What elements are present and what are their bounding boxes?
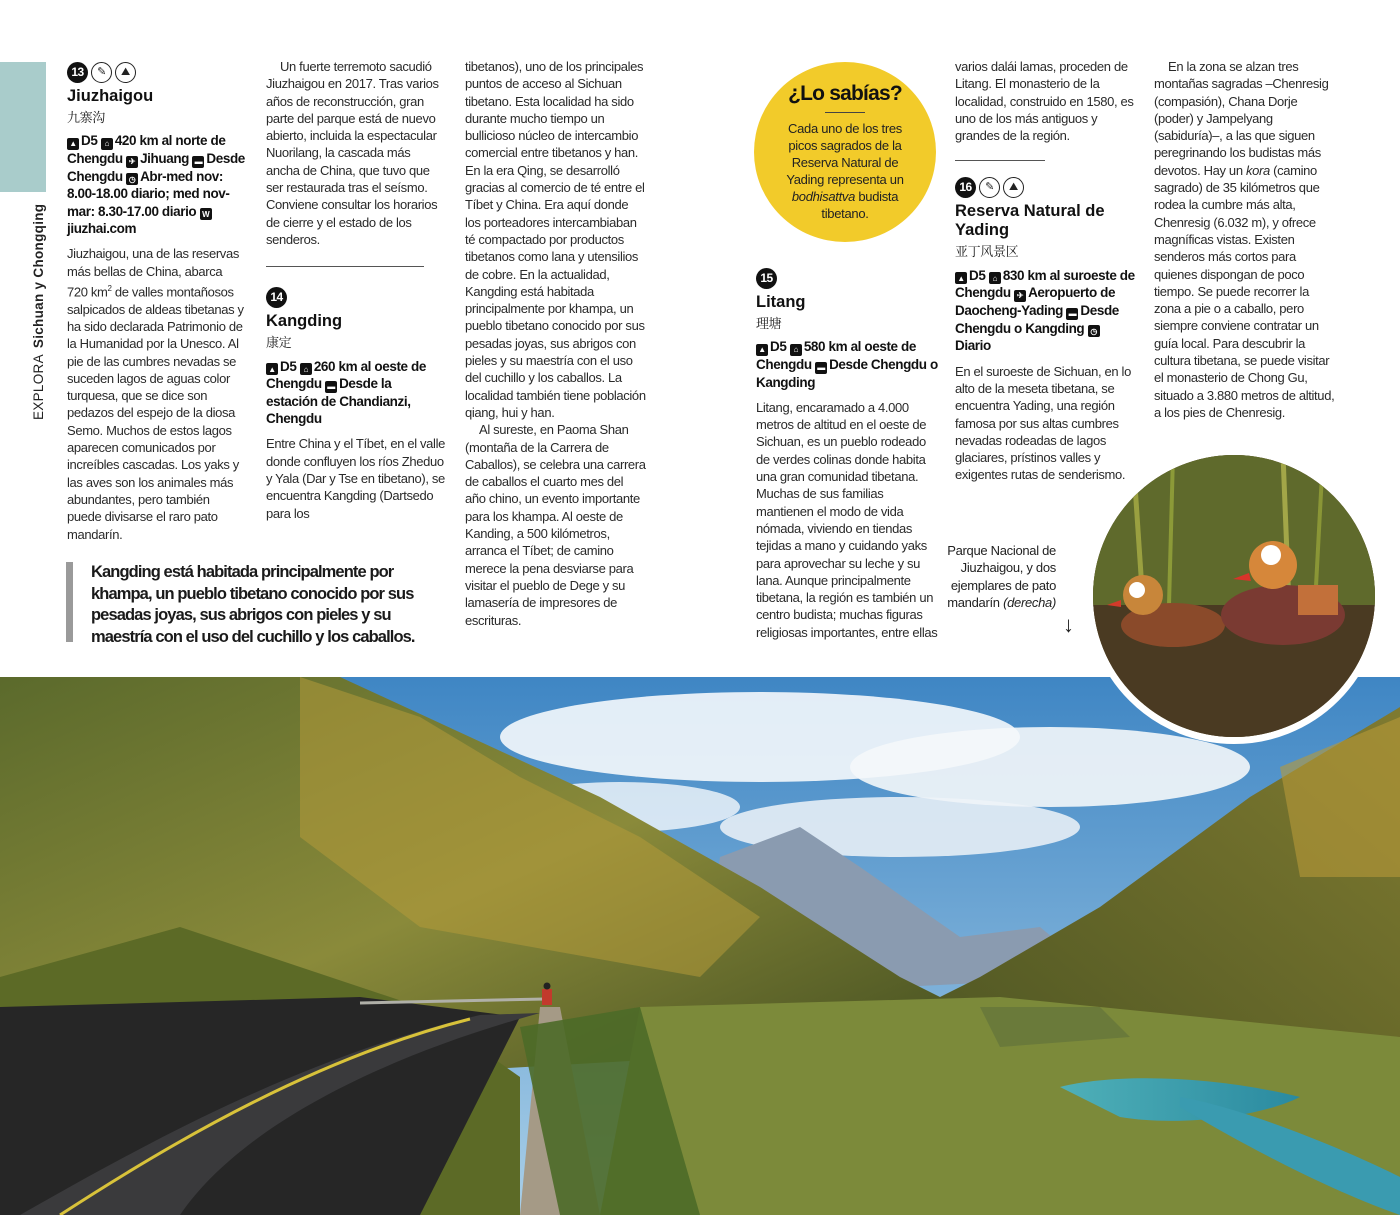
practical-info: ▲ D5 ⌂ 420 km al norte de Chengdu ✈ Jihuang ▬ Desde Chengdu ◷ Abr-med nov: 8.00-18.00 diario; med nov-mar: 8.30-17.00 diario Wjiuzhai.com: [67, 133, 245, 237]
camera-icon: ✎: [979, 177, 1000, 198]
entry-icons: [955, 177, 1135, 198]
practical-info: ▲ D5 ⌂ 580 km al oeste de Chengdu ▬ Desde Chengdu o Kangding: [756, 339, 938, 390]
web-icon: W: [200, 208, 212, 220]
section-label: [31, 204, 46, 420]
hiking-icon: ⛰: [115, 62, 136, 83]
entry-number: 16: [955, 177, 976, 198]
column-yading: [955, 58, 1135, 484]
entry-icons: [756, 268, 938, 289]
jiuzhaigou-valley-illustration: [0, 677, 1400, 1215]
entry-body: Entre China y el Tíbet, en el valle donde confluyen los ríos Zheduo y Yala (Dar y Tse en tibetano), se encuentra Kangding (Dartsedo para los: [266, 436, 446, 521]
entry-title: Jiuzhaigou: [67, 87, 154, 105]
column-2: [266, 58, 446, 522]
paragraph-kangding-1: tibetanos), uno de los principales puntos de acceso al Sichuan tibetano. Esta localidad ha sido durante mucho tiempo un bullicioso núcleo de intercambio comercial entre tibetanos y han. En la era Qing, se desarrolló gracias al comercio de té entre el Tíbet y China. Era aquí donde los porteadores intercambiaban té compactado por productos tibetanos como lana y utensilios de cobre. En la actualidad, Kangding está habitada principalmente por khampa, un pueblo tibetano conocido por sus pesadas joyas, sus abrigos con pieles y su maestría con el uso del cuchillo y los caballos. La localidad también tiene población qiang, hui y han.: [465, 59, 646, 420]
column-jiuzhaigou: [67, 62, 245, 543]
map-grid-icon: ▲: [756, 344, 768, 356]
practical-info: ▲ D5 ⌂ 830 km al suroeste de Chengdu ✈ Aeropuerto de Daocheng-Yading ▬ Desde Chengdu o Kangding ◷Diario: [955, 267, 1135, 354]
house-distance-icon: ⌂: [300, 363, 312, 375]
entry-chinese-name: 九寨沟: [67, 110, 105, 125]
column-6: [1154, 58, 1336, 421]
entry-body: Litang, encaramado a 4.000 metros de altitud en el oeste de Sichuan, es un pueblo rodeado de verdes colinas donde habita una gran comunidad tibetana. Muchas de sus familias mantienen el modo de vida nómada, viviendo en tiendas tejidas a mano y cuidando yaks para aprovechar su leche y su lana. Aunque principalmente tibetana, la región es también un centro budista; muchas figuras religiosas importantes, entre ellas: [756, 399, 938, 640]
callout-text: Cada uno de los tres picos sagrados de la Reserva Natural de Yading representa un bodhisattva budista tibetano.: [786, 121, 904, 221]
mandarin-duck-photo: [1086, 448, 1382, 744]
entry-title: Reserva Natural de Yading: [955, 202, 1105, 240]
entry-chinese-name: 康定: [266, 335, 292, 351]
column-3: [465, 58, 647, 629]
house-distance-icon: ⌂: [989, 272, 1001, 284]
entry-chinese-name: 亚丁风景区: [955, 244, 1019, 260]
entry-icons: [67, 62, 245, 83]
arrow-down-icon: ↓: [1063, 612, 1074, 637]
practical-info: ▲ D5 ⌂ 260 km al oeste de Chengdu ▬ Desde la estación de Chandianzi, Chengdu: [266, 358, 426, 427]
clock-icon: ◷: [126, 173, 138, 185]
section-name: EXPLORA: [31, 354, 46, 420]
entry-body: Jiuzhaigou, una de las reservas más bellas de China, abarca 720 $km^2$ de valles montañosos salpicados de aldeas tibetanas y ha sido declarada Patrimonio de la Humanidad por la Unesco. Al pie de las cumbres nevadas se suceden lagos de aguas color turquesa, que se dice son pedazos del espejo de la diosa Semo. Muchos de estos lagos aparecen comunicados por increíbles cascadas. Los yaks y las aves son los animales más abundantes, pero también puede divisarse el raro pato mandarín.: [67, 246, 244, 542]
landscape-photo: [0, 677, 1400, 1215]
entry-number: 15: [756, 268, 777, 289]
mandarin-ducks-illustration: [1093, 455, 1375, 737]
entry-body: En el suroeste de Sichuan, en lo alto de la meseta tibetana, se encuentra Yading, una región famosa por sus altas cumbres nevadas rodeadas de lagos glaciares, prístinos valles y exigentes rutas de senderismo.: [955, 363, 1131, 483]
bus-icon: ▬: [815, 362, 827, 374]
paragraph-mountains: En la zona se alzan tres montañas sagradas –Chenresig (compasión), Chana Dorje (poder) y Jampelyang (sabiduría)–, a las que siguen peregrinando los budistas más devotos. Hay un kora (camino sagrado) de 35 kilómetros que rodea la cumbre más alta, Chenresig (6.032 m), y ofrece magníficas vistas. Existen senderos más cortos para quienes dispongan de poco tiempo. Se puede recorrer la zona a pie o a caballo, pero siempre conviene contratar un guía local. Para descubrir la cultura tibetana, se puede visitar el monasterio de Chong Gu, situado a 3.880 metros de altitud, a los pies de Chenresig.: [1154, 59, 1335, 420]
paragraph-kangding-2: Al sureste, en Paoma Shan (montaña de la Carrera de Caballos), se celebra una carrera de caballos el cuarto mes del año chino, un evento importante para los khampa. Al oeste de Kanding, a 500 kilómetros, arranca el Tíbet; de camino merece la pena desviarse para visitar el pueblo de Dege y su lamasería de impresores de escrituras.: [465, 422, 646, 628]
bus-icon: ▬: [325, 381, 337, 393]
entry-title: Litang: [756, 293, 806, 311]
section-tab: [0, 62, 46, 192]
plane-icon: ✈: [1014, 290, 1026, 302]
bus-icon: ▬: [1066, 308, 1078, 320]
hiking-icon: ⛰: [1003, 177, 1024, 198]
callout-title: ¿Lo sabías?: [788, 82, 902, 105]
house-distance-icon: ⌂: [101, 138, 113, 150]
clock-icon: ◷: [1088, 325, 1100, 337]
photo-caption: Parque Nacional de Jiuzhaigou, y dos ejemplares de pato mandarín (derecha): [947, 543, 1056, 610]
bus-icon: ▬: [192, 156, 204, 168]
paragraph-litang-end: varios dalái lamas, proceden de Litang. El monasterio de la localidad, construido en 1580, es uno de los más antiguos y grandes de la región.: [955, 59, 1134, 144]
camera-icon: ✎: [91, 62, 112, 83]
entry-chinese-name: 理塘: [756, 316, 782, 331]
region-name: Sichuan y Chongqing: [31, 203, 46, 349]
paragraph-earthquake: Un fuerte terremoto sacudió Jiuzhaigou en 2017. Tras varios años de reconstrucción, gran parte del parque está de nuevo abierto, incluida la espectacular Nuorilang, la cascada más ancha de China, que tuvo que ser restaurada tras el seísmo. Conviene consultar los horarios de cierre y el estado de los senderos.: [266, 59, 439, 247]
callout-divider: [825, 112, 865, 113]
entry-number: 14: [266, 287, 287, 308]
map-grid-icon: ▲: [955, 272, 967, 284]
house-distance-icon: ⌂: [790, 344, 802, 356]
column-litang: [756, 268, 938, 641]
divider: [266, 266, 424, 267]
entry-number: 13: [67, 62, 88, 83]
entry-title: Kangding: [266, 312, 343, 331]
divider: [955, 160, 1045, 161]
plane-icon: ✈: [126, 156, 138, 168]
pull-quote: Kangding está habitada principalmente por khampa, un pueblo tibetano conocido por sus pesadas joyas, sus abrigos con pieles y su maestría con el uso del cuchillo y los caballos.: [66, 562, 416, 642]
did-you-know-callout: [754, 62, 936, 242]
map-grid-icon: ▲: [266, 363, 278, 375]
entry-icons: [266, 287, 446, 308]
map-grid-icon: ▲: [67, 138, 79, 150]
